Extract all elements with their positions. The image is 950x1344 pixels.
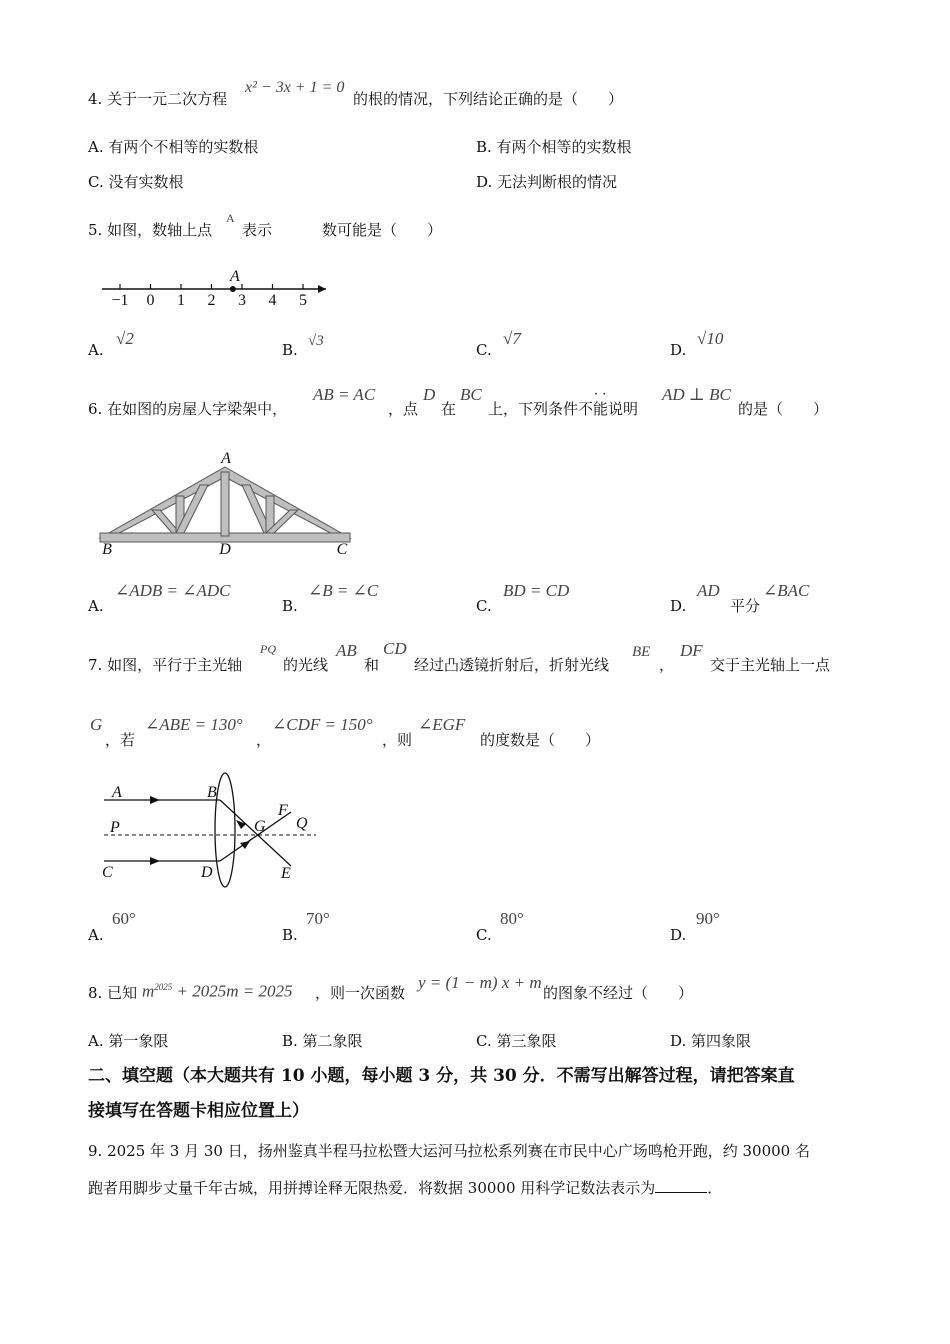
truss-label-a: A: [221, 450, 231, 467]
q6-option-c-letter: C.: [476, 597, 492, 615]
q7-stem-c: 和: [364, 656, 380, 674]
q7-option-a-letter: A.: [88, 926, 104, 944]
q6-option-d-ad: AD: [697, 581, 720, 600]
q5-option-a-letter: A.: [88, 341, 104, 359]
q8-condition: $m^{2025} + 2025m = 2025$: [142, 981, 293, 1001]
number-line-tick-label: 4: [268, 292, 277, 309]
q8-option-a: A. 第一象限: [88, 1032, 169, 1050]
lens-label-p: P: [110, 819, 120, 836]
q9-line2: 跑者用脚步丈量千年古城，用拼搏诠释无限热爱．将数据 30000 用科学记数法表示为 ．: [88, 1179, 723, 1197]
q9-line1: 9. 2025 年 3 月 30 日，扬州鉴真半程马拉松暨大运河马拉松系列赛在市民中心广场鸣枪开跑，约 30000 名: [88, 1142, 810, 1160]
truss-label-c: C: [336, 541, 348, 558]
number-line-tick-label: 3: [238, 292, 246, 309]
section-2-heading-line1: 二、填空题（本大题共有 10 小题，每小题 3 分，共 30 分．不需写出解答过程，请把答案直: [88, 1066, 795, 1086]
q8-option-c: C. 第三象限: [476, 1032, 557, 1050]
q5-option-d-letter: D.: [670, 341, 687, 359]
q6-stem-d: 上，下列条件不能说明: [488, 400, 639, 418]
q5-stem-c: 数可能是（ ）: [322, 221, 443, 239]
q6-stem-c: 在: [441, 400, 457, 418]
q8-option-b: B. 第二象限: [282, 1032, 363, 1050]
q7-math-angle-cdf: ∠CDF = 150°: [272, 715, 373, 734]
q5-option-c-letter: C.: [476, 341, 492, 359]
number-line-tick-label: 0: [146, 292, 155, 309]
q7-option-b: 70°: [306, 909, 330, 928]
q6-math-ad-perp-bc: AD ⊥ BC: [662, 385, 731, 404]
q4-equation: x² − 3x + 1 = 0: [245, 79, 345, 96]
q8-stem-b: ，则一次函数: [315, 984, 406, 1002]
q8-stem-c: 的图象不经过（ ）: [543, 984, 694, 1002]
q5-option-d: √10: [697, 329, 724, 348]
lens-label-c: C: [102, 864, 113, 881]
q7-stem-h: ，: [256, 731, 272, 749]
lens-label-g: G: [254, 818, 266, 835]
q4-option-a: A. 有两个不相等的实数根: [88, 138, 259, 156]
q6-option-a: ∠ADB = ∠ADC: [115, 581, 231, 600]
number-line-tick-label: 2: [207, 292, 216, 309]
q7-option-b-letter: B.: [282, 926, 298, 944]
q7-stem-a: 7. 如图，平行于主光轴: [88, 656, 243, 674]
q6-stem-e: 的是（ ）: [738, 400, 829, 418]
q6-option-b: ∠B = ∠C: [308, 581, 379, 600]
q6-math-bc: BC: [460, 385, 482, 404]
section-2-heading-line2: 接填写在答题卡相应位置上）: [88, 1101, 309, 1121]
lens-label-q: Q: [296, 815, 308, 832]
q6-option-b-letter: B.: [282, 597, 298, 615]
q5-option-c: √7: [503, 329, 521, 348]
q5-point-a: A: [226, 211, 235, 225]
q6-math-ab-ac: AB = AC: [313, 385, 376, 404]
lens-label-a: A: [112, 784, 122, 801]
q7-option-d-letter: D.: [670, 926, 687, 944]
q8-stem-a: 8. 已知: [88, 984, 138, 1002]
q8-function: y = (1 − m) x + m: [418, 973, 542, 992]
q7-stem-i: ，则: [382, 731, 413, 749]
q7-stem-d: 经过凸透镜折射后，折射光线: [414, 656, 610, 674]
q5-stem-b: 表示: [242, 221, 273, 239]
q7-option-c: 80°: [500, 909, 524, 928]
q7-math-cd: CD: [383, 639, 407, 658]
q6-emphasis-dots: · ·: [594, 387, 607, 402]
number-line-tick-label: 1: [177, 292, 185, 309]
truss-label-b: B: [102, 541, 112, 558]
q6-option-c: BD = CD: [503, 581, 570, 600]
q7-math-be: BE: [632, 644, 651, 660]
q7-option-d: 90°: [696, 909, 720, 928]
q7-math-g: G: [90, 715, 103, 734]
lens-label-b: B: [207, 784, 217, 801]
q7-math-angle-egf: ∠EGF: [418, 715, 466, 734]
number-line-tick-label: 5: [299, 292, 307, 309]
lens-label-d: D: [201, 864, 213, 881]
q4-stem-a: 4. 关于一元二次方程: [88, 90, 228, 108]
q7-stem-e: ，: [659, 656, 675, 674]
q7-stem-b: 的光线: [283, 656, 329, 674]
q5-option-a: √2: [116, 329, 134, 348]
q6-option-d-letter: D.: [670, 597, 687, 615]
q7-math-df: DF: [680, 641, 703, 660]
q6-option-d-text: 平分: [730, 597, 761, 615]
q6-stem-b: ，点: [388, 400, 419, 418]
q7-math-ab: AB: [336, 641, 357, 660]
truss-label-d: D: [219, 541, 231, 558]
number-line-tick-label: −1: [111, 292, 129, 309]
q7-option-c-letter: C.: [476, 926, 492, 944]
q6-option-a-letter: A.: [88, 597, 104, 615]
q6-option-d-bac: ∠BAC: [763, 581, 810, 600]
q8-option-d: D. 第四象限: [670, 1032, 752, 1050]
q7-math-angle-abe: ∠ABE = 130°: [145, 715, 243, 734]
convex-lens: [215, 773, 235, 887]
q4-option-b: B. 有两个相等的实数根: [476, 138, 632, 156]
q5-stem-a: 5. 如图，数轴上点: [88, 221, 213, 239]
q7-stem-g: ，若: [105, 731, 136, 749]
q5-option-b: √3: [308, 333, 324, 349]
q7-math-pq: PQ: [260, 642, 276, 656]
lens-label-e: E: [281, 865, 291, 882]
q7-stem-j: 的度数是（ ）: [480, 731, 601, 749]
q6-stem-a: 6. 在如图的房屋人字梁架中，: [88, 400, 288, 418]
q5-option-b-letter: B.: [282, 341, 298, 359]
q7-stem-f: 交于主光轴上一点: [710, 656, 831, 674]
number-line-label-a: A: [229, 268, 240, 285]
q9-answer-blank: [655, 1178, 707, 1193]
q4-option-c: C. 没有实数根: [88, 173, 184, 191]
q4-stem-b: 的根的情况，下列结论正确的是（ ）: [353, 90, 624, 108]
lens-label-f: F: [278, 802, 288, 819]
q7-option-a: 60°: [112, 909, 136, 928]
q4-option-d: D. 无法判断根的情况: [476, 173, 618, 191]
q6-math-d: D: [423, 385, 436, 404]
